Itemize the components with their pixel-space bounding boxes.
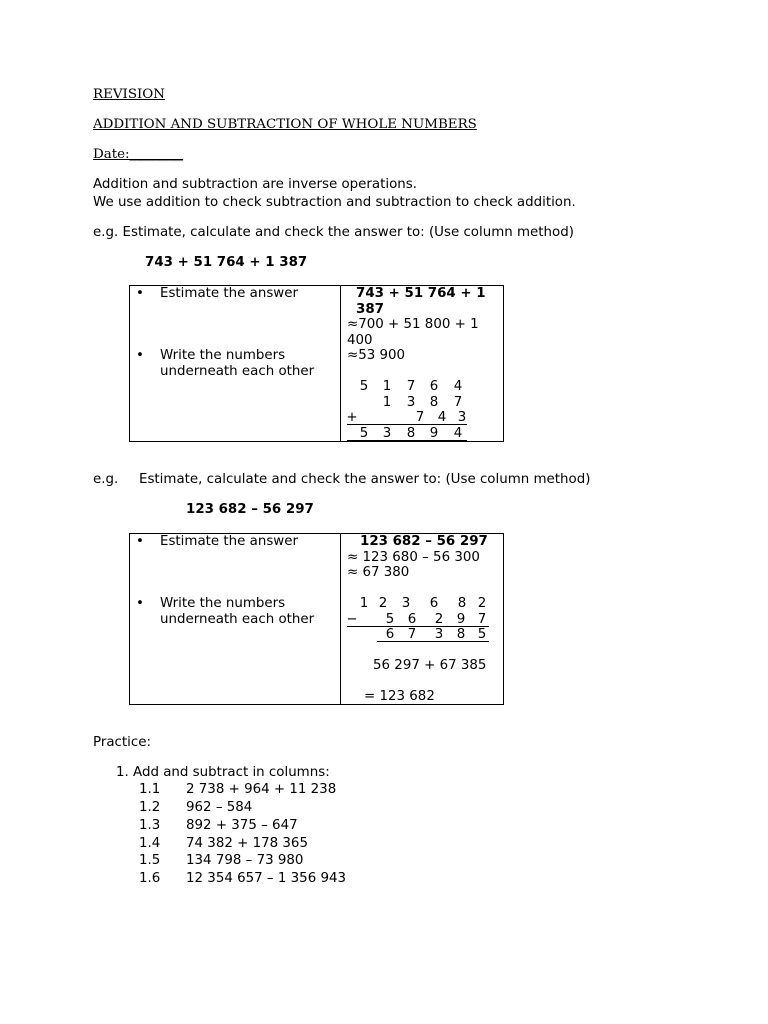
- example2-prompt: Estimate, calculate and check the answer to: (Use column method): [139, 472, 591, 487]
- example1-bullet-write: Write the numbers underneath each other: [160, 348, 315, 379]
- bullet-icon: •: [136, 286, 144, 301]
- sum-rule: [347, 424, 467, 425]
- bullet-icon: •: [136, 596, 144, 611]
- minus-sign: −: [346, 611, 358, 627]
- example2-bullet-estimate: Estimate the answer: [160, 534, 298, 549]
- practice-heading: Practice:: [93, 735, 151, 750]
- column-row: 1 2 3 6 8 2: [359, 596, 487, 611]
- column-row: − 5 6 2 9 7: [346, 611, 487, 627]
- example2-column-difference: [347, 596, 497, 643]
- example2-bullet-write: Write the numbers underneath each other: [160, 596, 315, 627]
- example1-estimate-result: ≈53 900: [347, 348, 406, 363]
- intro-line-1: Addition and subtraction are inverse operations.: [93, 177, 417, 192]
- example1-estimate-line: ≈700 + 51 800 + 1 400: [347, 317, 479, 348]
- example2-check-line: 56 297 + 67 385: [373, 658, 487, 673]
- difference-rule: [377, 641, 489, 642]
- example2-right-title: 123 682 – 56 297: [360, 534, 488, 549]
- column-row: 1 3 8 7: [382, 394, 463, 410]
- example1-right-title: 743 + 51 764 + 1 387: [356, 286, 486, 317]
- example1-table: [129, 285, 504, 442]
- difference-rule: [347, 626, 489, 627]
- example2-table: [129, 533, 504, 705]
- example1-prompt: e.g. Estimate, calculate and check the answer to: (Use column method): [93, 225, 574, 240]
- page-title: REVISION: [93, 87, 165, 102]
- example1-problem: 743 + 51 764 + 1 387: [145, 255, 308, 270]
- bullet-icon: •: [136, 348, 144, 363]
- bullet-icon: •: [136, 534, 144, 549]
- example2-check-result: = 123 682: [364, 689, 435, 704]
- example2-estimate-result: ≈ 67 380: [347, 565, 410, 580]
- example2-problem: 123 682 – 56 297: [186, 502, 314, 517]
- sum-rule: [347, 440, 467, 441]
- table-divider: [340, 534, 341, 704]
- practice-task: 1. Add and subtract in columns:: [116, 765, 330, 780]
- plus-sign: +: [346, 410, 358, 425]
- example2-prompt-prefix: e.g.: [93, 472, 119, 487]
- page-subtitle: ADDITION AND SUBTRACTION OF WHOLE NUMBERS: [93, 117, 477, 132]
- column-row: 6 7 3 8 5: [385, 627, 487, 642]
- example1-bullet-estimate: Estimate the answer: [160, 286, 298, 301]
- column-row: 5 3 8 9 4: [359, 425, 463, 441]
- example1-column-sum: [347, 379, 477, 441]
- column-row: 5 1 7 6 4: [359, 379, 463, 394]
- table-divider: [340, 286, 341, 441]
- intro-line-2: We use addition to check subtraction and subtraction to check addition.: [93, 195, 576, 210]
- date-field: Date:________: [93, 147, 184, 162]
- example2-estimate-line: ≈ 123 680 – 56 300: [347, 549, 480, 565]
- column-row: + 7 4 3: [346, 410, 467, 425]
